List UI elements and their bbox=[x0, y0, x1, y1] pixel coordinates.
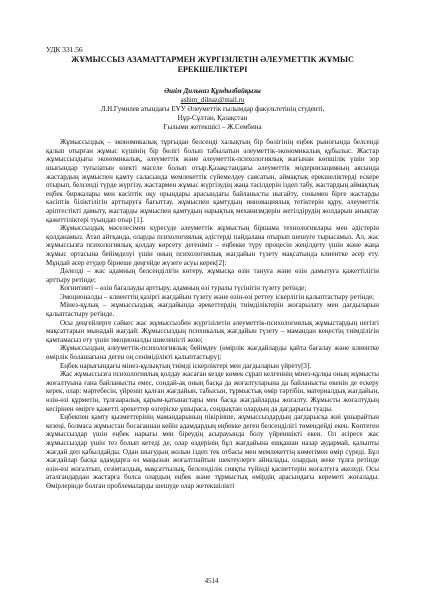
supervisor: Ғылыми жетекшісі – Ж.Сембина bbox=[163, 123, 262, 132]
paragraph: Когнитивті – өзін бағалауды арттыру, адамның өзі туралы түсінігін түзету ретінде; bbox=[60, 284, 307, 293]
paragraph: Дәлелді – жас адамның белсенділігін көтеру, жұмысқа өзін тануға және өзін дамытуға қажеттілігін арттыру ретінде; bbox=[46, 267, 379, 284]
paragraph: Еңбек нарығындағы мінез-құлықтың тиімді іскерліктері мен дағдыларын үйрету[3]. bbox=[60, 361, 311, 370]
body-text bbox=[46, 138, 379, 490]
author-block bbox=[46, 87, 379, 132]
paragraph: Жұмыссыздың әлеуметтік-психологиялық бейімдеу (өмірлік жағдайларды қайта бағалау және клиентке өмірлік болашағына деген оң сеніміділікті қалыптастыру); bbox=[46, 344, 379, 362]
author-name: Әшім Дильназ Құндызбайқызы bbox=[164, 87, 261, 96]
paragraph: Еңбекпен қамту қызметтерінің мамандарының пікірінше, жұмыссыздардың дағдарысқа жиі ұшырайтын кезеңі, болмаса жұмыстан босағаннан кейін адамдардың еңбекке деген белсенділігі төмендейді екен. Көптеген жұмыссыздар үшін еңбек нарығы мен біреудің асырауында болу үйреншікті екен. Ол әсіресе жас жұмыссыздар үшін тез болып кетеді де, олар өздерінің бұл жағдайына ешқашан назар аудармай, қалыпты жағдай деп қабылдайды. Одан шығудың жолын іздеп тек отбасы мен мемлекеттің көмегімен өмір сүреді. Бұл жағдайлар басқа адамдарға өз маңызын жоғалтпайтын шектеулерге айналады, олардың жеке тұлға ретінде өзін-өзі жоғалтып, сезімталдық, мақсаттылық, белсенділік сияқты түйінді қасиеттерін жоғалтуға әкеледі. Осы аталғандардан жастарға болса олардың еңбек және тұрмыстық өмірдің арасындағы кереметі жоғалады. Өмірлерінде болған проблемаларды шешуде олар жетекшілікті bbox=[46, 413, 379, 490]
author-city: Нұр-Сұлтан, Қазақстан bbox=[177, 114, 248, 123]
paragraph: Осы деңгейлерге сәйкес жас жұмыссызбен жүргізілетін әлеуметтік-психологиялық жұмыстардың негізгі мақсаттарын мынадай жағдай: Жұмыссыздың психикалық жағдайын түзету – мамандан кеңестің тиімділігін қамтамасыз ету үшін эмоционалды шиеленісті жою; bbox=[46, 318, 379, 344]
paragraph: Мінез-құлық – жұмыссыздық жағдайында әрекеттердің тиімділіктерін жоғарылату мен дағдыларын қалыптастыру ретінде. bbox=[46, 301, 379, 319]
paragraph: Эмоционалды – клиенттің қазіргі жағдайын түзету және өзін-өзі реттеу іскерлігін қалыптастыру ретінде; bbox=[60, 292, 375, 301]
udc-code: УДК 331.56 bbox=[46, 45, 83, 54]
author-affiliation: Л.Н.Гумилев атындағы ЕҰУ Әлеуметтік ғылымдар факультетінің студенті, bbox=[100, 105, 325, 114]
paragraph: Жас жұмыссызға психологиялық қолдау жасаған кезде көмек сұрап келгеннің мінез-құлқы оның жұмысты жоғалтуына ғана байланысты емес, сондай-ақ оның басқа да жоғалтуларына да байланысты екенін де ескеру керек, олар: мәртебесін, үйреніп қалған жағдайын, табысын, тұрмыстық өмір тәртібін, материалдық жағдайын, өзін-өзі құрметін, тұлғааралық қарым-қатынастары мен басқа жағдайларды жоғалту. Жұмысты жоғалтудың кесірінен өмірге қажетті әрекеттер өзгеріске ұшыраса, сондықтан олардың да дағдарысы туады. bbox=[46, 370, 379, 413]
paragraph: Жұмыссыздық мәселесімен күресуде әлеуметтік жұмыстың біршама технологиялары мен әдістерін қолданамыз. Атап айтқанда, оларды психологиялық әдістерді пайдалана отырып шешуге тырысамыз. Ал, жас жұмыссызға психологиялық қолдау көрсету дегеніміз – еңбекке түру процесін жеңілдету үшін және жаңа жұмыс ортасына бейімделуі үшін оның психологиялық жағдайын түзету мақсатында клиентке әсер ету. Мұндай әсер етудер бірнеше деңгейде жүзеге асуы керек[2]: bbox=[46, 224, 379, 267]
paragraph: Жұмыссыздық – экономикалық тұрғыдан белсенді халықтың бір бөлігінің еңбек рыногында белсенді қалып отырған жұмыс күшінің бір бөлігі болып табылатын әлеуметтік-экономикалық құбылыс. Жастар жұмыссыздығы экономикалық, әлеуметтік және әлеуметтік-психологиялық жағынан көпшілік үшін зор шығындар туғызатын өзекті мәселе болып отыр.Қазақстандағы әлеуметтік модернизацияның аясында жастардың жұмыспен қамту саласында мемлекеттік сүйемелдеу саясатын, аймақтық ерекшеліктерді ескере отырып, белсенді түрде жүргізу, жастармен жұмыс жүргізудің жаңа тәсілдерін іздеп табу, жастардың аймақтық еңбек биржалары мен кәсіптік оқу орындары арасындағы байланысты нығайту, сонымен бірге жастарды кәсіптік біліктілігін арттыруға бағыттау, жұмыспен қамтудың инновациялық тетіктерін құру, әлеуметтік әріптестікті дамыту, жастарды жұмыспен қамтудың нарықтық механизмдерін жетілдірудің жолдарын анықтау қажеттіліктері туындап отыр [1]. bbox=[46, 138, 379, 224]
author-email[interactable]: ashim_dilnaz@mail.ru bbox=[180, 96, 245, 105]
paper-title: ЖҰМЫССЫЗ АЗАМАТТАРМЕН ЖҮРГІЗІЛЕТІН ӘЛЕУМЕТТІК ЖҰМЫС ЕРЕКШЕЛІКТЕРІ bbox=[71, 55, 354, 74]
page-number: 4514 bbox=[204, 578, 219, 585]
